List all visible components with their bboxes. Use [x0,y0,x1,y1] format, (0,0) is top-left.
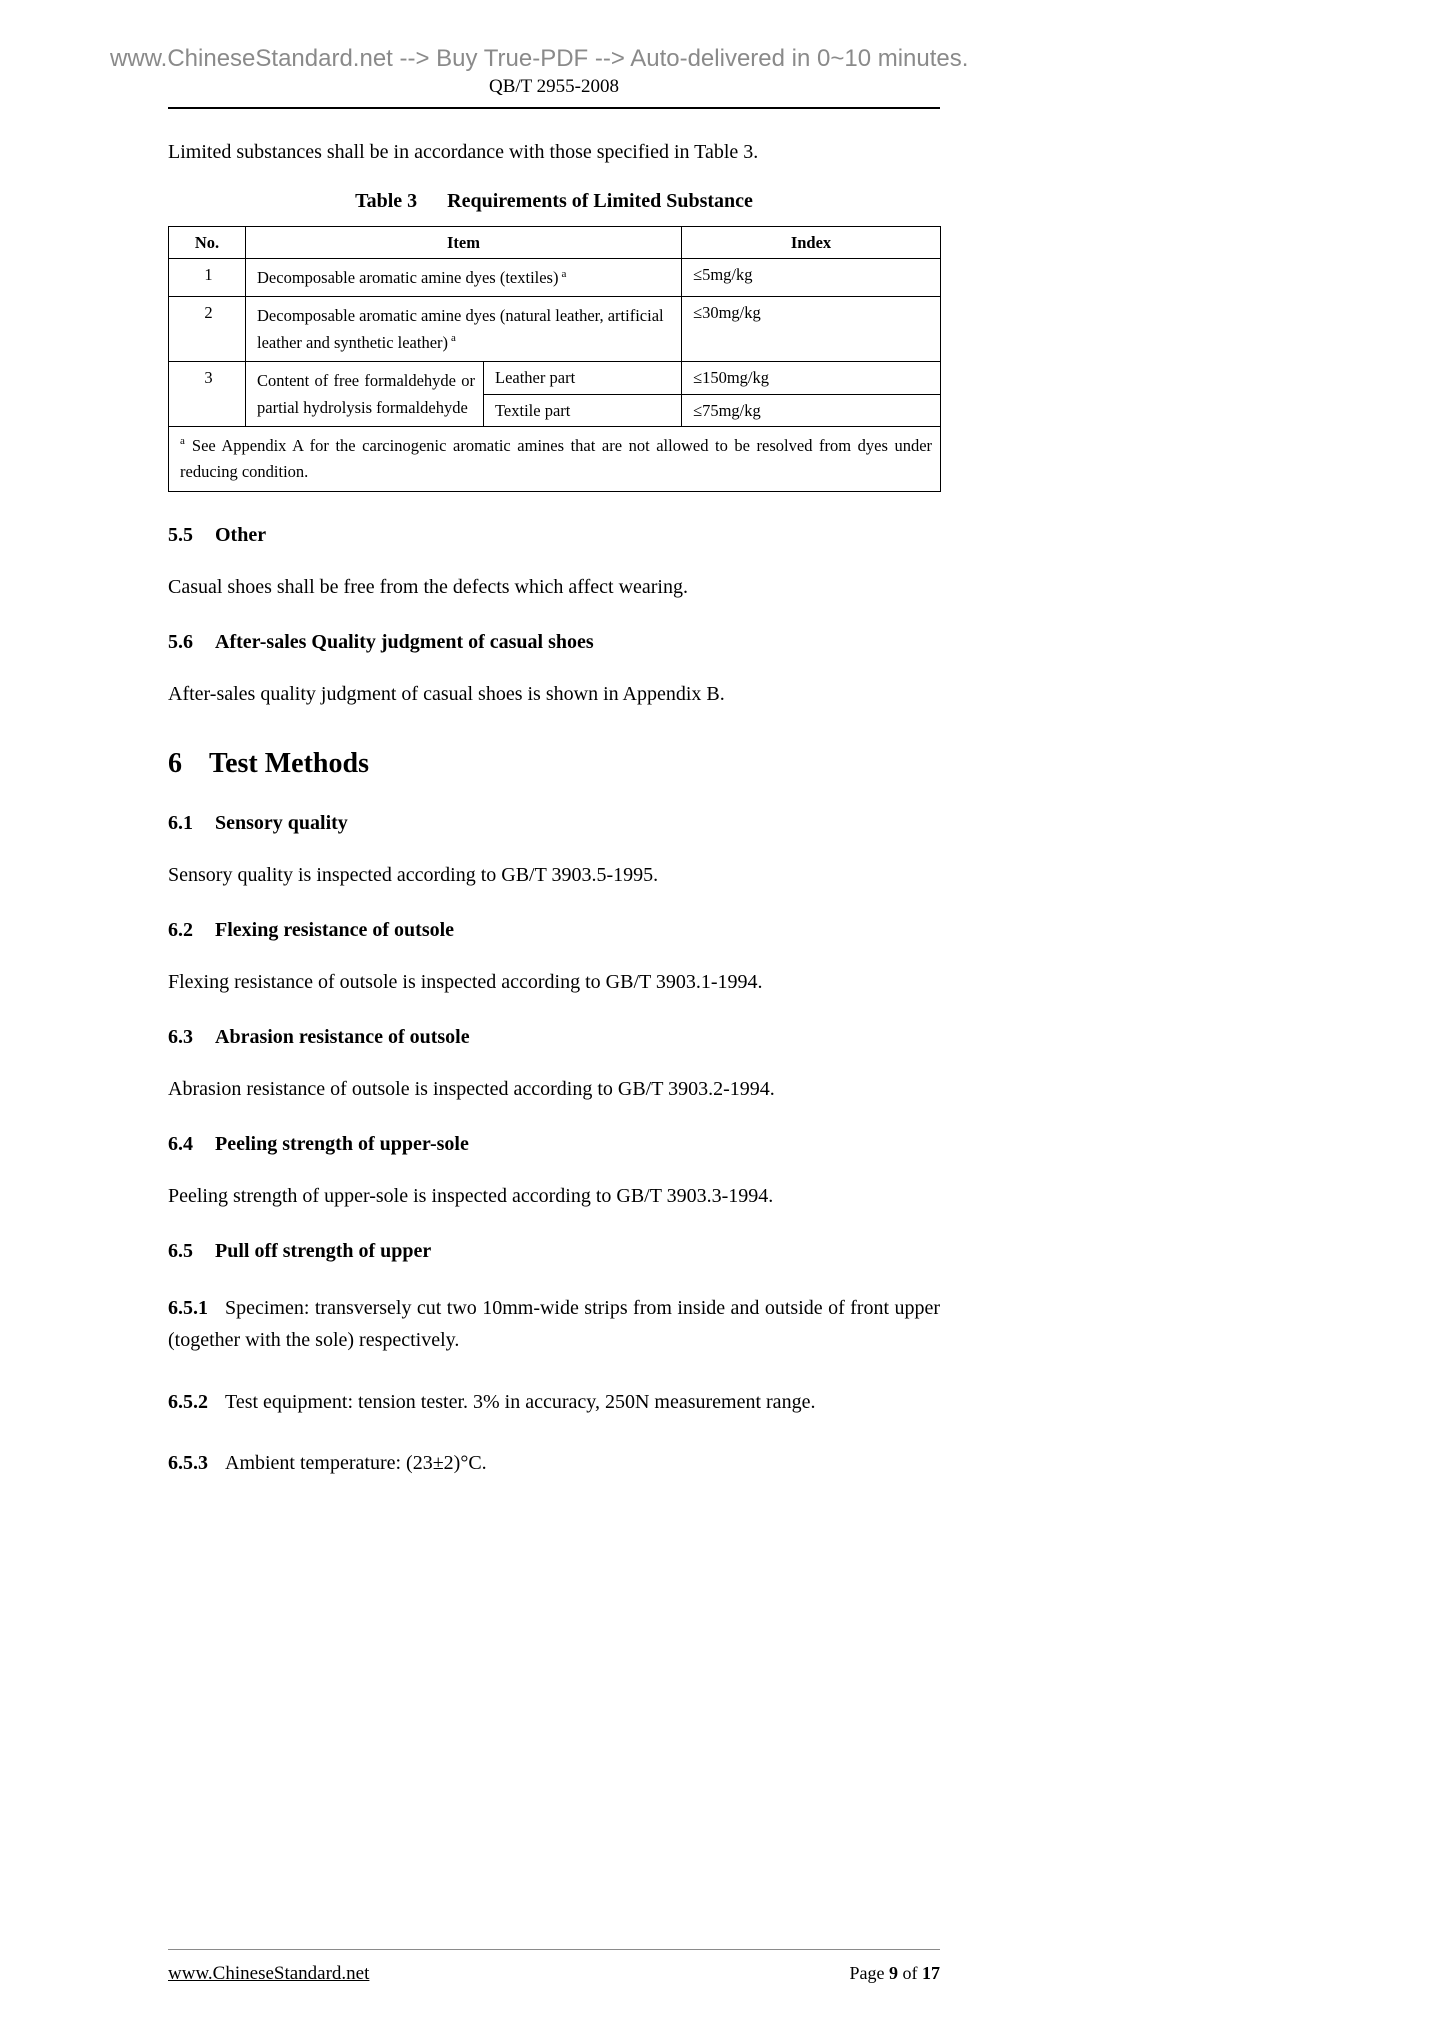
top-banner-link[interactable]: www.ChineseStandard.net --> Buy True-PDF --> Auto-delivered in 0~10 minutes. [110,45,969,72]
table-row-1 [169,259,941,297]
cell-row2-item [246,297,682,362]
paragraph-5-6: After-sales quality judgment of casual shoes is shown in Appendix B. [168,682,725,705]
section-number-6-3: 6.3 [168,1025,193,1048]
cell-row1-item [246,259,682,297]
cell-row2-index: ≤30mg/kg [682,297,941,362]
footer-website-link[interactable]: www.ChineseStandard.net [168,1963,370,1984]
section-heading-6-5 [168,1240,940,1263]
page-content [168,76,940,1479]
clause-text-6-5-1: Specimen: transversely cut two 10mm-wide strips from inside and outside of front upper (together with the sole) respectively. [168,1296,940,1352]
section-title-6-2: Flexing resistance of outsole [215,918,455,941]
footnote-marker: a [180,435,185,448]
section-title-6-1: Sensory quality [215,811,348,834]
paragraph-6-4: Peeling strength of upper-sole is inspected according to GB/T 3903.3-1994. [168,1184,774,1207]
page-current: 9 [889,1963,898,1983]
section-title-6-5: Pull off strength of upper [215,1239,432,1262]
limited-substances-table [168,226,941,492]
section-number-6: 6 [168,747,182,779]
cell-row3-textile-index: ≤75mg/kg [682,394,941,426]
intro-paragraph: Limited substances shall be in accordance with those specified in Table 3. [168,141,759,163]
clause-number-6-5-3: 6.5.3 [168,1451,208,1474]
section-heading-6 [168,748,940,780]
section-title-5-6: After-sales Quality judgment of casual shoes [215,630,594,653]
table-caption-title: Requirements of Limited Substance [447,190,753,212]
section-number-5-6: 5.6 [168,630,193,653]
section-heading-6-4 [168,1133,940,1156]
clause-text-6-5-3: Ambient temperature: (23±2)°C. [225,1451,487,1474]
column-header-no: No. [169,227,246,259]
section-heading-6-1 [168,812,940,835]
section-heading-5-5 [168,524,940,547]
row2-footnote-marker: a [451,332,456,345]
section-number-6-2: 6.2 [168,918,193,941]
cell-row3-no: 3 [169,362,246,427]
section-heading-6-3 [168,1026,940,1049]
table-footnote-row [169,426,941,491]
column-header-index: Index [682,227,941,259]
cell-row1-index: ≤5mg/kg [682,259,941,297]
page-of: of [902,1963,918,1983]
paragraph-5-5: Casual shoes shall be free from the defects which affect wearing. [168,575,688,598]
table-row-3a [169,362,941,394]
clause-text-6-5-2: Test equipment: tension tester. 3% in accuracy, 250N measurement range. [225,1390,816,1413]
row1-item-text: Decomposable aromatic amine dyes (textiles) [257,268,559,287]
paragraph-6-1: Sensory quality is inspected according to GB/T 3903.5-1995. [168,863,659,886]
section-number-6-4: 6.4 [168,1132,193,1155]
page-total: 17 [922,1963,940,1983]
table-caption-label: Table 3 [355,190,418,212]
page-number [850,1963,941,1984]
section-title-6-3: Abrasion resistance of outsole [215,1025,470,1048]
section-title-5-5: Other [215,523,267,546]
table-caption [168,190,940,213]
section-number-5-5: 5.5 [168,523,193,546]
clause-6-5-3 [168,1447,940,1479]
footer-divider [168,1949,940,1950]
table-footnote [169,426,941,491]
column-header-item: Item [246,227,682,259]
row1-footnote-marker: a [561,267,567,280]
cell-row1-no: 1 [169,259,246,297]
section-heading-5-6 [168,631,940,654]
footnote-text: See Appendix A for the carcinogenic aromatic amines that are not allowed to be resolved from dyes under reducing condition. [180,435,933,482]
clause-6-5-1 [168,1292,940,1357]
section-number-6-5: 6.5 [168,1239,193,1262]
cell-row3-item: Content of free formaldehyde or partial hydrolysis formaldehyde [246,362,484,427]
cell-row3-textile-part: Textile part [484,394,682,426]
paragraph-6-3: Abrasion resistance of outsole is inspected according to GB/T 3903.2-1994. [168,1077,775,1100]
cell-row3-leather-index: ≤150mg/kg [682,362,941,394]
page-prefix: Page [849,1963,885,1983]
clause-number-6-5-2: 6.5.2 [168,1390,208,1413]
section-title-6: Test Methods [209,747,369,779]
paragraph-6-2: Flexing resistance of outsole is inspected according to GB/T 3903.1-1994. [168,970,763,993]
footer [168,1963,940,1985]
section-number-6-1: 6.1 [168,811,193,834]
cell-row3-leather-part: Leather part [484,362,682,394]
row2-item-text: Decomposable aromatic amine dyes (natural leather, artificial leather and synthetic leather) [257,306,664,352]
section-title-6-4: Peeling strength of upper-sole [215,1132,469,1155]
clause-number-6-5-1: 6.5.1 [168,1296,208,1319]
cell-row2-no: 2 [169,297,246,362]
standard-number-header: QB/T 2955-2008 [168,76,940,109]
table-row-2 [169,297,941,362]
table-header-row [169,227,941,259]
clause-6-5-2 [168,1386,940,1418]
section-heading-6-2 [168,919,940,942]
